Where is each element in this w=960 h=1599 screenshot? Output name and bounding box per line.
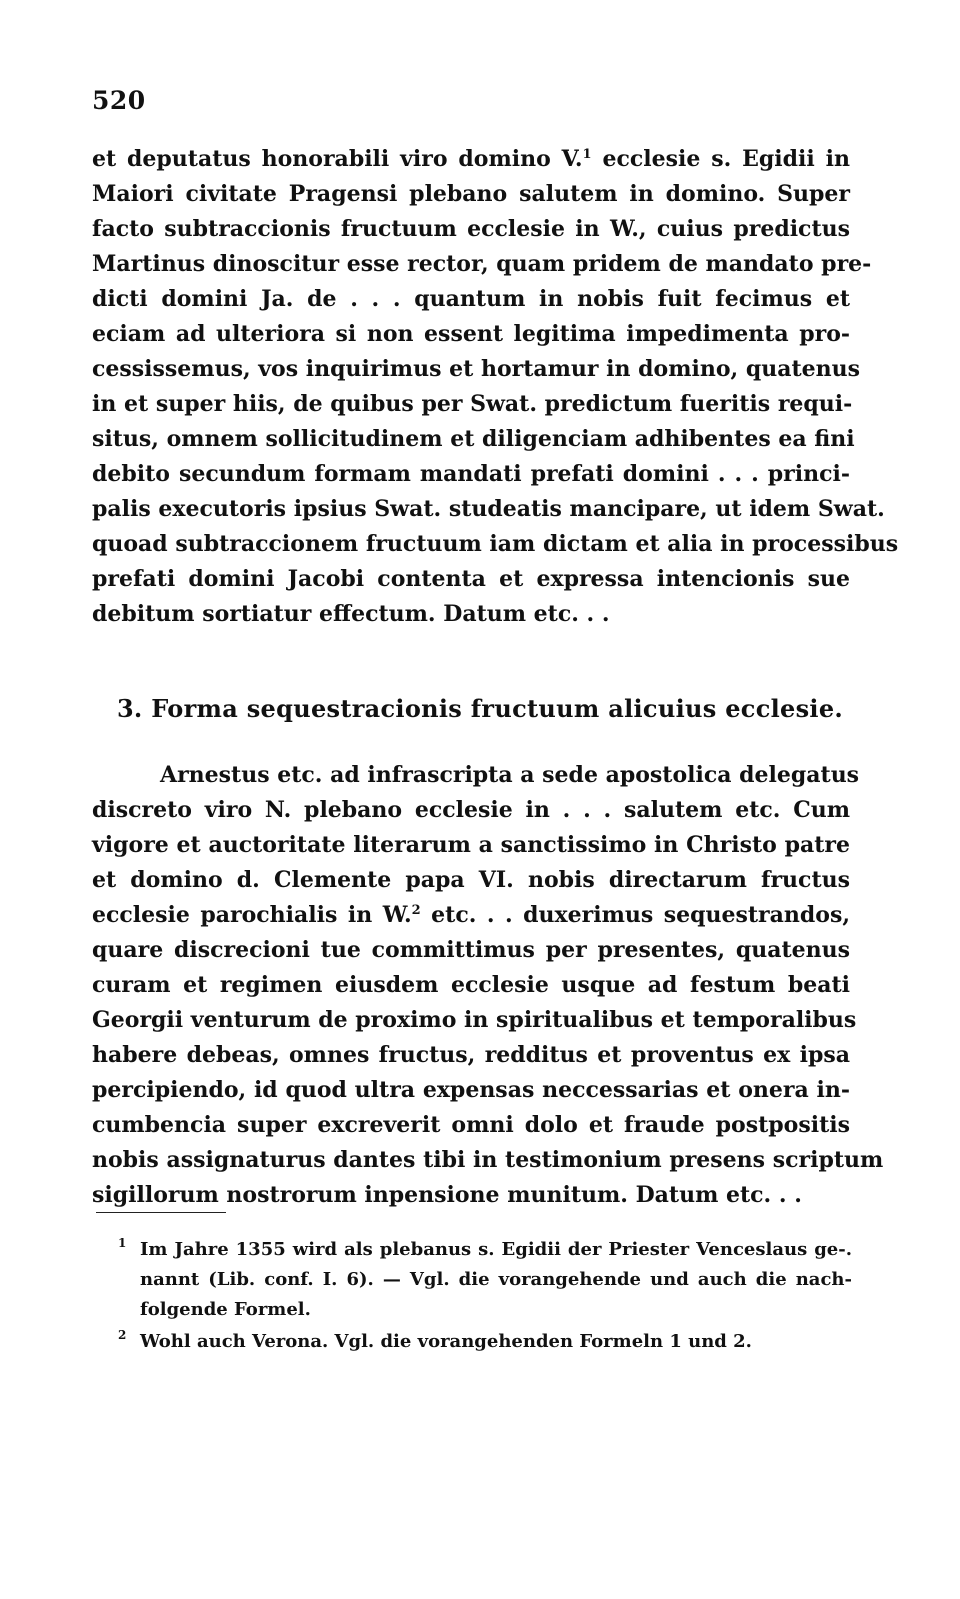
text-fragment: ecclesie s. Egidii in (591, 146, 850, 172)
footnote-line: nannt (Lib. conf. I. 6). — Vgl. die vorangehende und auch die nach- (140, 1269, 852, 1290)
footnote-line: folgende Formel. (140, 1299, 311, 1320)
footnote-line: Wohl auch Verona. Vgl. die vorangehenden Formeln 1 und 2. (140, 1331, 752, 1352)
footnote-mark: 2 (118, 1328, 127, 1342)
text-line: in et super hiis, de quibus per Swat. predictum fueritis requi- (92, 391, 853, 417)
footnote-separator (96, 1212, 226, 1213)
footnote-reference: 1 (582, 147, 592, 162)
text-line: Maiori civitate Pragensi plebano salutem in domino. Super (92, 181, 850, 207)
footnote-mark: 1 (118, 1236, 127, 1250)
text-line: nobis assignaturus dantes tibi in testimonium presens scriptum (92, 1147, 884, 1173)
text-line: Martinus dinoscitur esse rector, quam pridem de mandato pre- (92, 251, 872, 277)
text-line (92, 898, 850, 932)
page-number: 520 (92, 86, 146, 115)
text-fragment: et deputatus honorabili viro domino V. (92, 146, 583, 172)
text-line (92, 142, 850, 176)
text-line: et domino d. Clemente papa VI. nobis directarum fructus (92, 867, 850, 893)
text-line: discreto viro N. plebano ecclesie in . . . salutem etc. Cum (92, 797, 850, 823)
text-line: curam et regimen eiusdem ecclesie usque ad festum beati (92, 972, 850, 998)
text-line: dicti domini Ja. de . . . quantum in nobis fuit fecimus et (92, 286, 850, 312)
text-line: palis executoris ipsius Swat. studeatis mancipare, ut idem Swat. (92, 496, 885, 522)
text-fragment: ecclesie parochialis in W. (92, 902, 412, 928)
footnote-line: Im Jahre 1355 wird als plebanus s. Egidii der Priester Venceslaus ge-. (140, 1239, 852, 1260)
text-line: debito secundum formam mandati prefati domini . . . princi- (92, 461, 850, 487)
text-line: Arnestus etc. ad infrascripta a sede apostolica delegatus (160, 762, 860, 788)
text-line: percipiendo, id quod ultra expensas neccessarias et onera in- (92, 1077, 850, 1103)
text-line: cessissemus, vos inquirimus et hortamur in domino, quatenus (92, 356, 861, 382)
text-fragment: etc. . . duxerimus sequestrandos, (420, 902, 850, 928)
text-line: facto subtraccionis fructuum ecclesie in W., cuius predictus (92, 216, 850, 242)
text-line: sigillorum nostrorum inpensione munitum. Datum etc. . . (92, 1182, 802, 1208)
text-line: Georgii venturum de proximo in spiritualibus et temporalibus (92, 1007, 857, 1033)
text-line: cumbencia super excreverit omni dolo et fraude postpositis (92, 1112, 850, 1138)
text-line: quoad subtraccionem fructuum iam dictam et alia in processibus (92, 531, 899, 557)
text-line: debitum sortiatur effectum. Datum etc. . . (92, 601, 610, 627)
text-line: quare discrecioni tue committimus per presentes, quatenus (92, 937, 850, 963)
text-line: prefati domini Jacobi contenta et expressa intencionis sue (92, 566, 850, 592)
text-line: eciam ad ulteriora si non essent legitima impedimenta pro- (92, 321, 850, 347)
footnote-reference: 2 (411, 903, 421, 918)
text-line: habere debeas, omnes fructus, redditus et proventus ex ipsa (92, 1042, 850, 1068)
text-line: situs, omnem sollicitudinem et diligenciam adhibentes ea fini (92, 426, 855, 452)
section-heading: 3. Forma sequestracionis fructuum alicuius ecclesie. (116, 694, 844, 723)
text-line: vigore et auctoritate literarum a sanctissimo in Christo patre (92, 832, 850, 858)
